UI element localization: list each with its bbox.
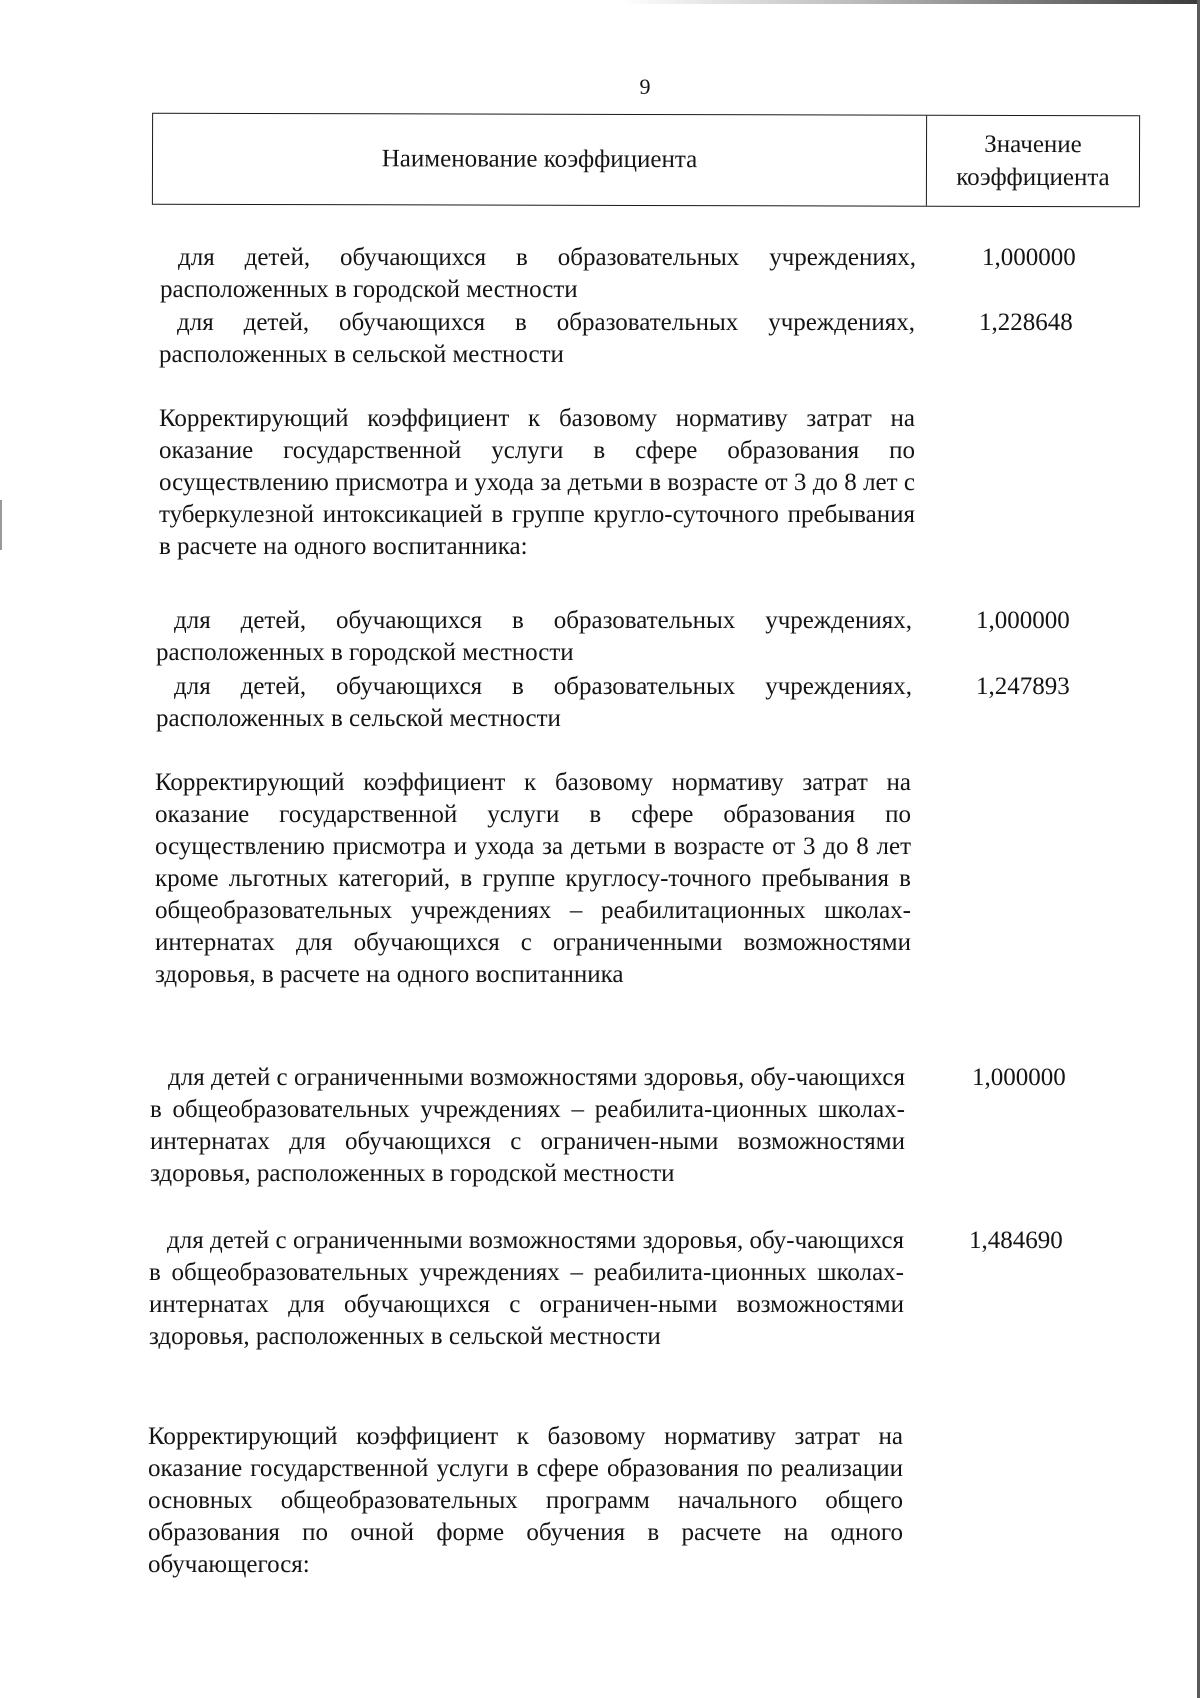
coefficient-row-value: 1,000000 [972, 1064, 1066, 1091]
column-header-value: Значение коэффициента [956, 130, 1110, 192]
coefficient-row [156, 605, 1200, 669]
page-number: 9 [639, 74, 651, 99]
coefficient-row-text: для детей, обучающихся в образовательных учреждениях, расположенных в городской местности [156, 607, 912, 666]
section-heading-paragraph: Корректирующий коэффициент к базовому нормативу затрат на оказание государственной услуги в сфере образования по осуществлению присмотра и ухода за детьми в возрасте от 3 до 8 лет с туберкулезной интоксикацией в группе кругло-суточного пребывания в расчете на одного воспитанника: [159, 405, 915, 560]
coefficient-row-value: 1,228648 [979, 309, 1073, 336]
coefficient-row [156, 671, 1200, 735]
scan-mark-left [0, 500, 2, 550]
section-heading-paragraph: Корректирующий коэффициент к базовому нормативу затрат на оказание государственной услуги в сфере образования по реализации основных общеобразовательных программ начального общего образования по очной форме обучения в расчете на одного обучающегося: [148, 1423, 903, 1578]
coefficient-row [160, 242, 1200, 306]
scan-edge-top [620, 0, 1200, 4]
coefficient-table-header [152, 113, 1140, 208]
coefficient-row-text: для детей, обучающихся в образовательных учреждениях, расположенных в сельской местности [156, 673, 912, 732]
coefficient-row [159, 307, 1200, 371]
coefficient-row [150, 1062, 1200, 1222]
column-header-name: Наименование коэффициента [153, 114, 927, 206]
coefficient-row-value: 1,484690 [969, 1227, 1063, 1254]
coefficient-row-value: 1,000000 [976, 607, 1070, 634]
coefficient-row-text: для детей с ограниченными возможностями здоровья, обу-чающихся в общеобразовательных учреждениях – реабилита-ционных школах-интернатах для обучающихся с ограничен-ными возможностями здоровья, расположенных в городской местности [150, 1064, 905, 1187]
coefficient-row-value: 1,000000 [982, 244, 1076, 271]
section-heading-paragraph: Корректирующий коэффициент к базовому нормативу затрат на оказание государственной услуги в сфере образования по осуществлению присмотра и ухода за детьми в возрасте от 3 до 8 лет кроме льготных категорий, в группе круглосу-точного пребывания в общеобразовательных учреждениях – реабилитационных школах-интернатах для обучающихся с ограниченными возможностями здоровья, в расчете на одного воспитанника [155, 769, 911, 988]
coefficient-row-value: 1,247893 [976, 673, 1070, 700]
coefficient-row [149, 1225, 1199, 1385]
coefficient-row-text: для детей, обучающихся в образовательных учреждениях, расположенных в городской местности [160, 244, 916, 303]
coefficient-row-text: для детей, обучающихся в образовательных учреждениях, расположенных в сельской местности [159, 309, 915, 368]
coefficient-row-text: для детей с ограниченными возможностями здоровья, обу-чающихся в общеобразовательных учреждениях – реабилита-ционных школах-интернатах для обучающихся с ограничен-ными возможностями здоровья, расположенных в сельской местности [149, 1227, 904, 1350]
